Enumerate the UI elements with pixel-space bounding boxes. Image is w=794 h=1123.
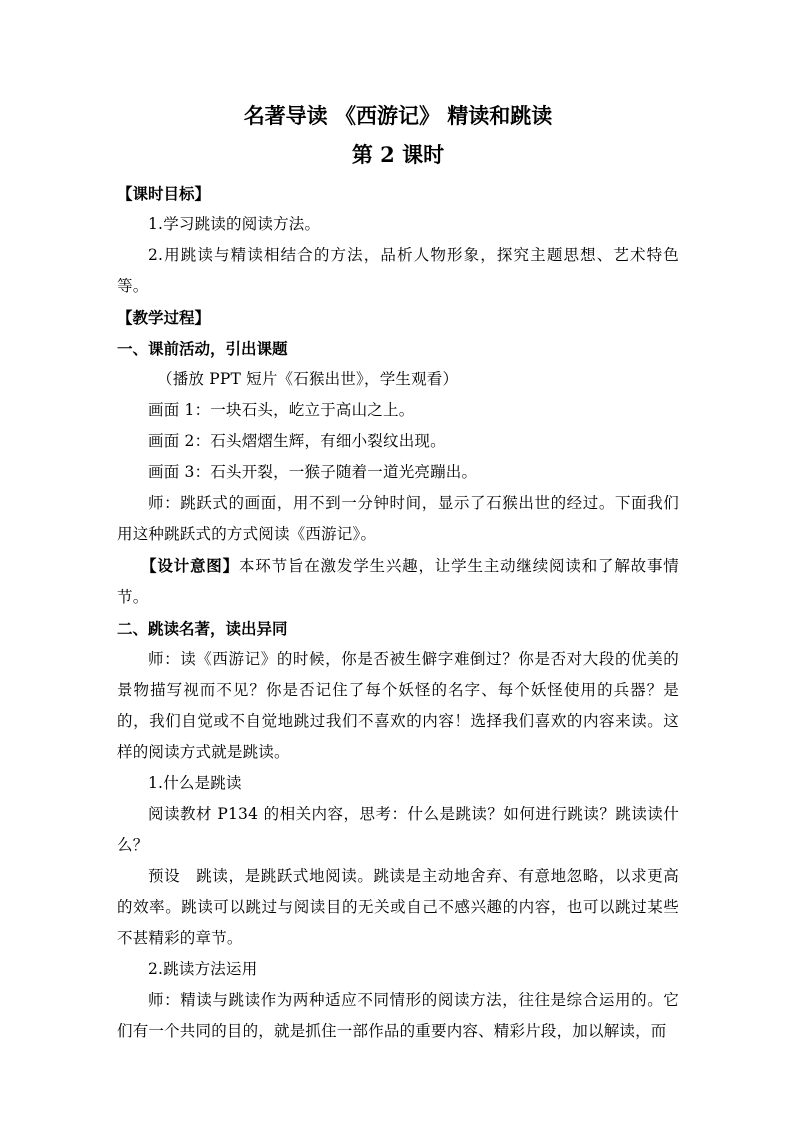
part1-heading: 一、课前活动，引出课题 [117,339,288,358]
paragraph: 预设 跳读，是跳跃式地阅读。跳读是主动地舍弃、有意地忽略，以求更高的效率。跳读可以跳过与阅读目的无关或自己不感兴趣的内容，也可以跳过某些不甚精彩的章节。 [117,867,679,947]
document-title: 名著导读 《西游记》 精读和跳读 [243,103,553,128]
paragraph: 师：读《西游记》的时候，你是否被生僻字难倒过？你是否对大段的优美的景物描写视而不见？你是否记住了每个妖怪的名字、每个妖怪使用的兵器？是的，我们自觉或不自觉地跳过我们不喜欢的内容！选择我们喜欢的内容来读。这样的阅读方式就是跳读。 [117,650,679,761]
objective-item: 1.学习跳读的阅读方法。 [148,215,321,233]
part2-heading: 二、跳读名著，读出异同 [117,619,288,638]
subsection-heading: 1.什么是跳读 [148,774,242,792]
document-subtitle: 第 2 课时 [351,142,445,167]
paragraph: 画面 3：石头开裂，一猴子随着一道光亮蹦出。 [148,463,478,481]
process-heading: 【教学过程】 [117,308,211,327]
paragraph: 画面 1：一块石头，屹立于高山之上。 [148,401,415,419]
paragraph: 阅读教材 P134 的相关内容，思考：什么是跳读？如何进行跳读？跳读读什么？ [117,805,679,854]
objectives-heading: 【课时目标】 [117,184,211,203]
paragraph: （播放 PPT 短片《石猴出世》，学生观看） [157,370,459,388]
paragraph: 画面 2：石头熠熠生辉，有细小裂纹出现。 [148,432,446,450]
design-intent-label: 【设计意图】 [141,556,239,575]
design-intent-paragraph [117,550,679,613]
paragraph: 师：跳跃式的画面，用不到一分钟时间，显示了石猴出世的经过。下面我们用这种跳跃式的方式阅读《西游记》。 [117,494,679,543]
paragraph: 师：精读与跳读作为两种适应不同情形的阅读方法，往往是综合运用的。它们有一个共同的目的，就是抓住一部作品的重要内容、精彩片段，加以解读，而 [117,991,679,1040]
objective-item: 2.用跳读与精读相结合的方法，品析人物形象，探究主题思想、艺术特色等。 [117,246,679,295]
subsection-heading: 2.跳读方法运用 [148,960,258,978]
design-intent-text: 本环节旨在激发学生兴趣，让学生主动继续阅读和了解故事情节。 [117,557,680,606]
document-page [117,96,679,1047]
